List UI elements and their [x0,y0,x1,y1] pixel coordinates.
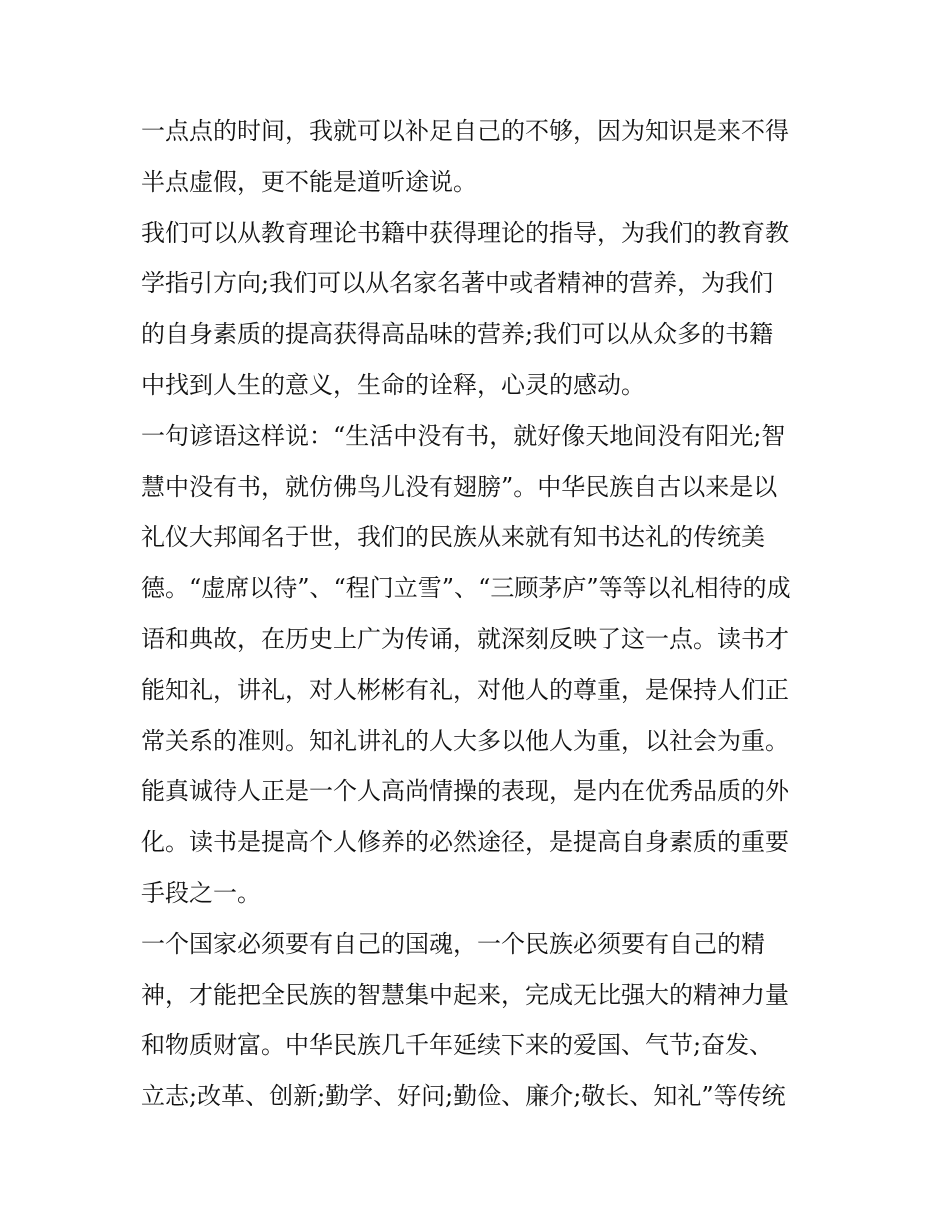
text-line: 一点点的时间，我就可以补足自己的不够，因为知识是来不得 [141,117,789,145]
text-line: 神，才能把全民族的智慧集中起来，完成无比强大的精神力量 [141,980,789,1009]
text-line: 化。读书是提高个人修养的必然途径，是提高自身素质的重要 [141,828,789,857]
text-line: 一句谚语这样说：“生活中没有书，就好像天地间没有阳光;智 [141,421,786,450]
text-line: 一个国家必须要有自己的国魂，一个民族必须要有自己的精 [141,929,765,958]
text-line: 能知礼，讲礼，对人彬彬有礼，对他人的尊重，是保持人们正 [141,675,789,704]
body-text [141,106,816,1122]
text-line: 德。“虚席以待”、“程门立雪”、“三顾茅庐”等等以礼相待的成 [141,574,791,603]
text-line: 和物质财富。中华民族几千年延续下来的爱国、气节;奋发、 [141,1031,774,1060]
text-line: 立志;改革、创新;勤学、好问;勤俭、廉介;敬长、知礼”等传统 [141,1082,786,1111]
text-line: 语和典故，在历史上广为传诵，就深刻反映了这一点。读书才 [141,624,789,653]
text-line: 的自身素质的提高获得高品味的营养;我们可以从众多的书籍 [141,320,774,349]
text-line: 我们可以从教育理论书籍中获得理论的指导，为我们的教育教 [141,218,789,247]
text-line: 半点虚假，更不能是道听途说。 [141,167,477,196]
text-line: 能真诚待人正是一个人高尚情操的表现，是内在优秀品质的外 [141,777,789,806]
text-line: 中找到人生的意义，生命的诠释，心灵的感动。 [141,370,645,399]
text-line: 常关系的准则。知礼讲礼的人大多以他人为重，以社会为重。 [141,726,789,755]
text-line: 慧中没有书，就仿佛鸟儿没有翅膀”。中华民族自古以来是以 [141,472,778,501]
text-line: 学指引方向;我们可以从名家名著中或者精神的营养，为我们 [141,269,774,298]
text-line: 手段之一。 [141,878,261,907]
text-line: 礼仪大邦闻名于世，我们的民族从来就有知书达礼的传统美 [141,523,765,552]
